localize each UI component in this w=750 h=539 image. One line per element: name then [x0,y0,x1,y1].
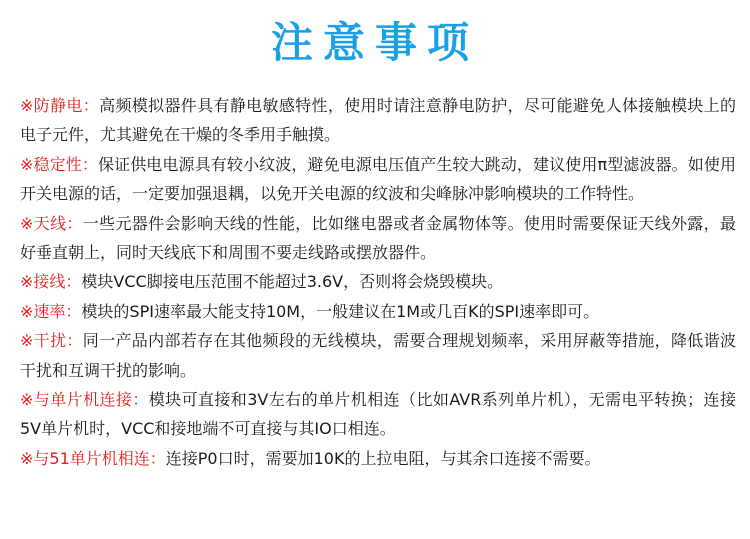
note-stability [20,150,736,209]
note-text: 保证供电电源具有较小纹波，避免电源电压值产生较大跳动，建议使用π型滤波器。如使用开关电源的话，一定要加强退耦，以免开关电源的纹波和尖峰脉冲影响模块的工作特性。 [20,154,736,204]
note-label: ※干扰： [20,331,83,351]
note-text: 模块的SPI速率最大能支持10M，一般建议在1M或几百K的SPI速率即可。 [81,301,600,321]
note-label: ※防静电： [20,96,100,115]
note-text: 连接P0口时，需要加10K的上拉电阻，与其余口连接不需要。 [165,448,601,468]
note-mcu-connection [20,385,736,444]
note-text: 高频模拟器件具有静电敏感特性，使用时请注意静电防护，尽可能避免人体接触模块上的电子元件，尤其避免在干燥的冬季用手触摸。 [20,96,736,145]
note-text: 模块可直接和3V左右的单片机相连（比如AVR系列单片机），无需电平转换；连接5V单片机时，VCC和接地端不可直接与其IO口相连。 [20,390,736,439]
note-label: ※稳定性： [20,154,98,174]
notes-list [20,91,736,473]
note-label: ※与单片机连接： [20,390,149,410]
note-51-mcu-connection [20,444,736,473]
note-label: ※天线： [20,213,83,233]
note-label: ※与51单片机相连： [20,448,166,468]
note-antenna [20,209,736,268]
note-antistatic [20,91,736,150]
note-text: 一些元器件会影响天线的性能，比如继电器或者金属物体等。使用时需要保证天线外露，最好垂直朝上，同时天线底下和周围不要走线路或摆放器件。 [20,213,736,263]
note-label: ※速率： [20,301,82,321]
note-label: ※接线： [20,272,82,292]
note-wiring [20,267,736,296]
note-text: 同一产品内部若存在其他频段的无线模块，需要合理规划频率，采用屏蔽等措施，降低谐波干扰和互调干扰的影响。 [20,331,736,380]
note-interference [20,326,736,385]
page-title: 注意事项 [270,18,479,67]
note-speed [20,297,736,326]
note-text: 模块VCC脚接电压范围不能超过3.6V，否则将会烧毁模块。 [81,272,504,292]
